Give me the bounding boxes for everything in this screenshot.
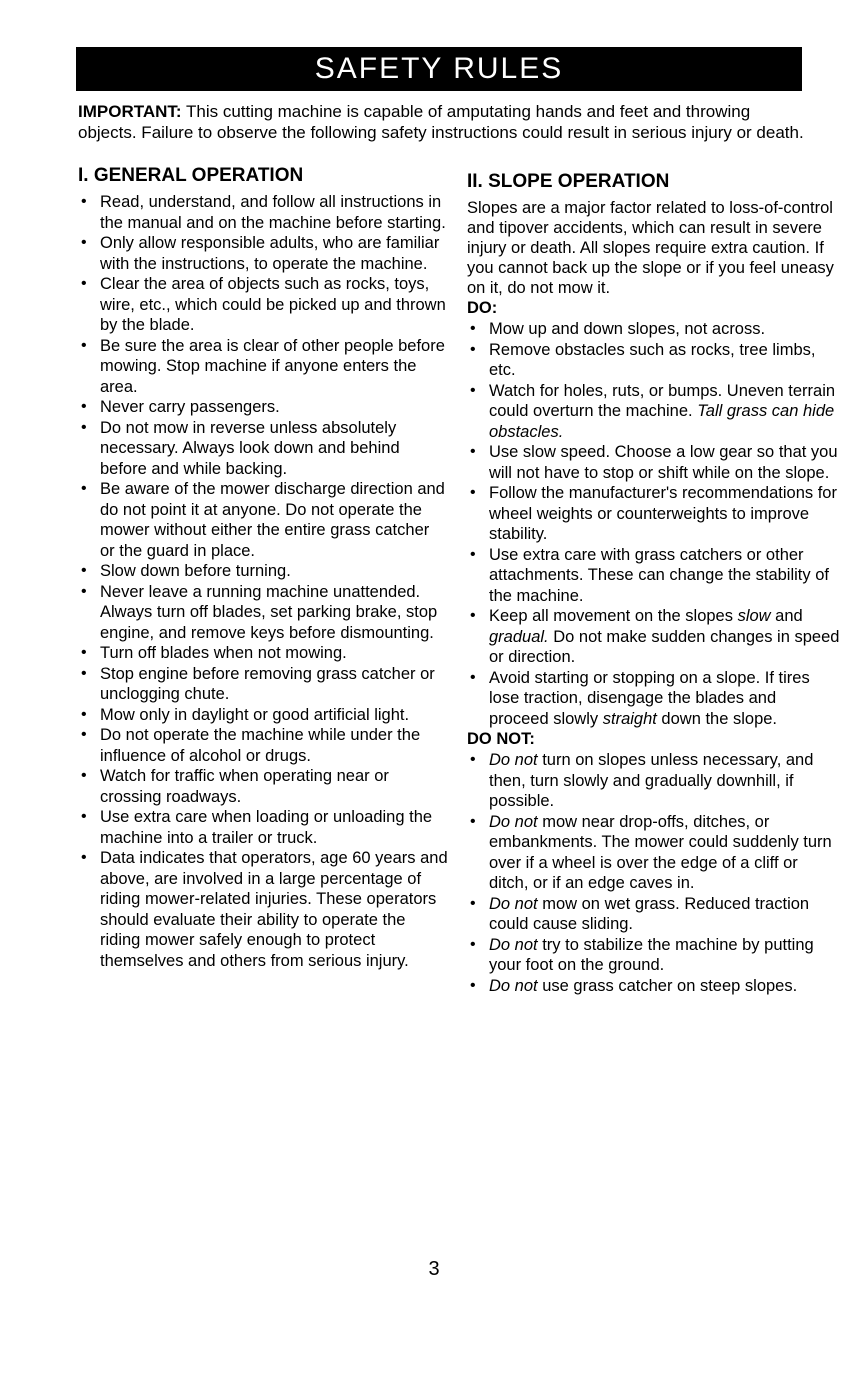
list-item: • Only allow responsible adults, who are familiar with the instructions, to operate the machine. (78, 233, 448, 274)
list-item: • Do not mow in reverse unless absolutely necessary. Always look down and behind before and while backing. (78, 418, 448, 480)
list-item: • Turn off blades when not mowing. (78, 643, 448, 664)
important-text: This cutting machine is capable of amputating hands and feet and throwing objects. Failure to observe the following safety instructions could result in serious injury or death. (78, 102, 804, 142)
do-list (467, 319, 840, 729)
list-item: • Mow up and down slopes, not across. (467, 319, 840, 340)
list-item: • Do not mow near drop-offs, ditches, or embankments. The mower could suddenly turn over if a wheel is over the edge of a cliff or ditch, or if an edge caves in. (467, 812, 840, 894)
do-not-list (467, 750, 840, 996)
important-label: IMPORTANT: (78, 102, 182, 121)
list-item: • Be sure the area is clear of other people before mowing. Stop machine if anyone enters the area. (78, 336, 448, 398)
list-item: • Avoid starting or stopping on a slope. If tires lose traction, disengage the blades and proceed slowly straight down the slope. (467, 668, 840, 730)
list-item: • Follow the manufacturer's recommendations for wheel weights or counterweights to improve stability. (467, 483, 840, 545)
list-item: • Do not operate the machine while under the influence of alcohol or drugs. (78, 725, 448, 766)
list-item: • Clear the area of objects such as rocks, toys, wire, etc., which could be picked up and thrown by the blade. (78, 274, 448, 336)
list-item: • Watch for holes, ruts, or bumps. Uneven terrain could overturn the machine. Tall grass can hide obstacles. (467, 381, 840, 443)
slope-operation-heading: II. SLOPE OPERATION (467, 171, 670, 192)
list-item: • Keep all movement on the slopes slow and gradual. Do not make sudden changes in speed or direction. (467, 606, 840, 668)
list-item: • Do not use grass catcher on steep slopes. (467, 976, 840, 997)
list-item: • Read, understand, and follow all instructions in the manual and on the machine before starting. (78, 192, 448, 233)
list-item: • Use slow speed. Choose a low gear so that you will not have to stop or shift while on the slope. (467, 442, 840, 483)
list-item: • Do not mow on wet grass. Reduced traction could cause sliding. (467, 894, 840, 935)
slope-intro: Slopes are a major factor related to loss-of-control and tipover accidents, which can result in severe injury or death. All slopes require extra caution. If you cannot back up the slope or if you feel uneasy on it, do not mow it. (467, 199, 834, 297)
important-notice (78, 101, 808, 143)
general-operation-list (78, 192, 448, 971)
safety-rules-banner: SAFETY RULES (76, 47, 802, 91)
list-item: • Watch for traffic when operating near or crossing roadways. (78, 766, 448, 807)
list-item: • Do not turn on slopes unless necessary, and then, turn slowly and gradually downhill, if possible. (467, 750, 840, 812)
list-item: • Never carry passengers. (78, 397, 448, 418)
list-item: • Slow down before turning. (78, 561, 448, 582)
list-item: • Remove obstacles such as rocks, tree limbs, etc. (467, 340, 840, 381)
list-item: • Mow only in daylight or good artificial light. (78, 705, 448, 726)
list-item: • Do not try to stabilize the machine by putting your foot on the ground. (467, 935, 840, 976)
list-item: • Be aware of the mower discharge direction and do not point it at anyone. Do not operate the mower without either the entire grass catcher or the guard in place. (78, 479, 448, 561)
do-heading: DO: (467, 299, 498, 317)
do-not-heading: DO NOT: (467, 730, 535, 748)
list-item: • Data indicates that operators, age 60 years and above, are involved in a large percentage of riding mower-related injuries. These operators should evaluate their ability to operate the riding mower safely enough to protect themselves and others from serious injury. (78, 848, 448, 971)
general-operation-heading: I. GENERAL OPERATION (78, 165, 304, 186)
list-item: • Use extra care when loading or unloading the machine into a trailer or truck. (78, 807, 448, 848)
page-number: 3 (428, 1258, 440, 1280)
slope-operation-section (467, 170, 840, 996)
list-item: • Stop engine before removing grass catcher or unclogging chute. (78, 664, 448, 705)
general-operation-section (78, 164, 448, 971)
list-item: • Never leave a running machine unattended. Always turn off blades, set parking brake, stop engine, and remove keys before dismounting. (78, 582, 448, 644)
list-item: • Use extra care with grass catchers or other attachments. These can change the stability of the machine. (467, 545, 840, 607)
